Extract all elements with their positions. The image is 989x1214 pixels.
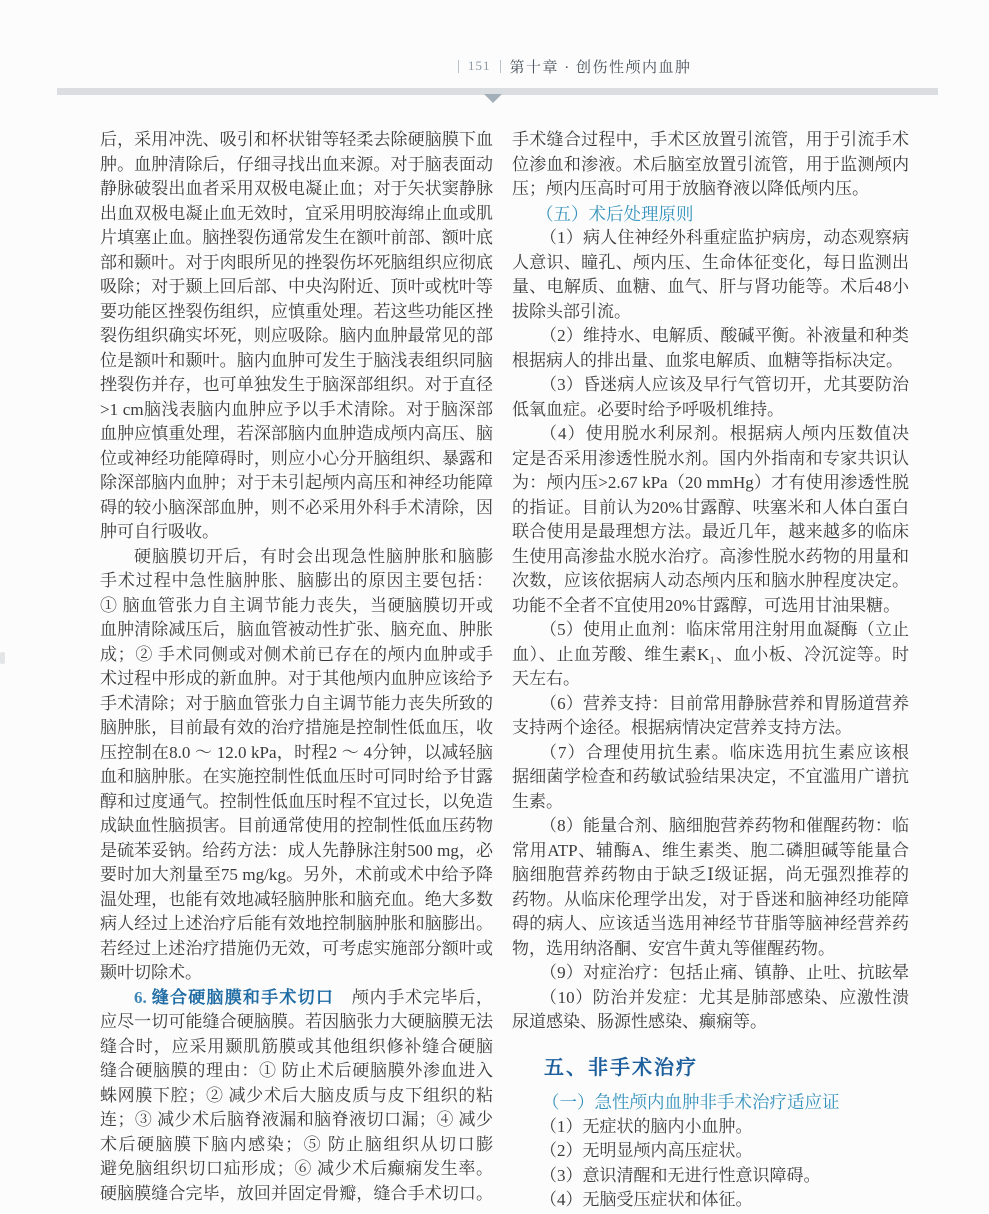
text-line: 脑细胞营养药物由于缺乏Ⅰ级证据，尚无强烈推荐的: [512, 865, 909, 884]
text-line: 根据病人的排出量、血浆电解质、血糖等指标决定。: [512, 350, 903, 370]
text-line: 碍的病人、应该适当选用神经节苷脂等脑神经营养药: [512, 914, 909, 933]
text-line: 生素。: [512, 791, 563, 811]
text-line: 为：颅内压>2.67 kPa（20 mmHg）才有使用渗透性脱: [512, 473, 909, 492]
text-line: 出血双极电凝止血无效时，宜采用明胶海绵止血或肌: [100, 203, 493, 223]
section-heading: 五、非手术治疗: [544, 1056, 698, 1079]
text-line: （2）维持水、电解质、酸碱平衡。补液量和种类: [540, 326, 909, 345]
text-line: 低氧血症。必要时给予呼吸机维持。: [512, 399, 784, 419]
text-line: 缝合硬脑膜的理由：① 防止术后硬脑膜外渗血进入: [100, 1061, 493, 1080]
text-line: （9）对症治疗：包括止痛、镇静、止吐、抗眩晕: [540, 963, 909, 982]
text-line: （2）无明显颅内高压症状。: [540, 1141, 753, 1160]
text-line: 支持两个途径。根据病情决定营养支持方法。: [512, 718, 852, 737]
text-line: 尿道感染、肠源性感染、癫痫等。: [512, 1012, 767, 1031]
section-heading: （一）急性颅内血肿非手术治疗适应证: [542, 1091, 840, 1112]
text-line: 硬脑膜切开后，有时会出现急性脑肿胀和脑膨: [134, 546, 493, 566]
text-line: 量、电解质、血糖、血气、肝与肾功能等。术后48小: [512, 277, 909, 296]
text-line: 连；③ 减少术后脑脊液漏和脑脊液切口漏；④ 减少: [100, 1110, 493, 1129]
text-column-left: [100, 128, 493, 1206]
text-line: 成缺血性脑损害。目前通常使用的控制性低血压药物: [100, 816, 493, 835]
text-line: 血和脑肿胀。在实施控制性低血压时可同时给予甘露: [100, 767, 493, 786]
text-line: 定是否采用渗透性脱水剂。国内外指南和专家共识认: [512, 448, 909, 468]
text-line: 压；颅内压高时可用于放脑脊液以降低颅内压。: [512, 179, 869, 198]
subsection-number: 6.: [134, 987, 152, 1007]
text-line: 肿。血肿清除后，仔细寻找出血来源。对于脑表面动: [100, 154, 493, 174]
text-line: 手术清除；对于脑血管张力自主调节能力丧失所致的: [100, 693, 493, 713]
text-line: （8）能量合剂、脑细胞营养药物和催醒药物：临: [540, 816, 909, 835]
text-line: （7）合理使用抗生素。临床选用抗生素应该根: [540, 742, 909, 762]
text-line: 醇和过度通气。控制性低血压时程不宜过长，以免造: [100, 791, 493, 811]
text-line: 血）、止血芳酸、维生素K₁、血小板、冷沉淀等。时: [512, 644, 909, 664]
text-line: 血肿清除减压后，脑血管被动性扩张、脑充血、肿胀: [100, 620, 493, 639]
text-line: （4）无脑受压症状和体征。: [540, 1190, 753, 1209]
text-line: 缝合时，应采用颞肌筋膜或其他组织修补缝合硬脑: [100, 1036, 493, 1056]
text-line: 物，选用纳洛酮、安宫牛黄丸等催醒药物。: [512, 938, 835, 958]
chapter-title: 第十章 · 创伤性颅内血肿: [509, 59, 692, 76]
text-line: 联合使用是最理想方法。最近几年，越来越多的临床: [512, 522, 909, 541]
page-number: 151: [468, 58, 491, 73]
text-line: 药物。从临床伦理学出发，对于昏迷和脑神经功能障: [512, 889, 909, 909]
text-line: 次数，应该依据病人动态颅内压和脑水肿程度决定。: [512, 571, 909, 590]
text-line: （3）昏迷病人应该及早行气管切开，尤其要防治: [540, 375, 909, 394]
text-line: 应尽一切可能缝合硬脑膜。若因脑张力大硬脑膜无法: [100, 1012, 493, 1031]
text-line: 吸除；对于颞上回后部、中央沟附近、顶叶或枕叶等: [100, 277, 493, 296]
text-line: 功能不全者不宜使用20%甘露醇，可选用甘油果糖。: [512, 595, 901, 615]
text-line: （1）病人住神经外科重症监护病房，动态观察病: [540, 228, 909, 247]
text-line: 拔除头部引流。: [512, 301, 631, 321]
text-line: 术过程中形成的新血肿。对于其他颅内血肿应该给予: [100, 669, 493, 688]
text-line: 碍的较小脑深部血肿，则不必采用外科手术清除，因: [100, 497, 493, 517]
page-number-divider: [500, 60, 501, 73]
text-line: 术后硬脑膜下脑内感染；⑤ 防止脑组织从切口膨: [100, 1134, 493, 1154]
text-line: 蛛网膜下腔；② 减少术后大脑皮质与皮下组织的粘: [100, 1085, 493, 1105]
text-line: ① 脑血管张力自主调节能力丧失，当硬脑膜切开或: [100, 595, 493, 615]
running-head: [458, 57, 692, 75]
text-line: （1）无症状的脑内小血肿。: [540, 1116, 753, 1136]
text-line: [100, 986, 493, 1011]
text-line: （3）意识清醒和无进行性意识障碍。: [540, 1165, 821, 1185]
text-line: 位渗血和渗液。术后脑室放置引流管，用于监测颅内: [512, 154, 909, 174]
subsection-title: 缝合硬脑膜和手术切口: [151, 987, 335, 1007]
text-column-right: [512, 128, 909, 1213]
text-line: 片填塞止血。脑挫裂伤通常发生在额叶前部、额叶底: [100, 228, 493, 247]
text-segment: 颅内手术完毕后，: [334, 987, 493, 1007]
text-line: 血肿应慎重处理，若深部脑内血肿造成颅内高压、脑: [100, 424, 493, 443]
text-line: 除深部脑内血肿；对于未引起颅内高压和神经功能障: [100, 473, 493, 492]
text-line: （6）营养支持：目前常用静脉营养和胃肠道营养: [540, 693, 909, 713]
text-line: 天左右。: [512, 669, 580, 688]
text-line: 生使用高渗盐水脱水治疗。高渗性脱水药物的用量和: [512, 546, 909, 566]
text-line: 要时加大剂量至75 mg/kg。另外，术前或术中给予降: [100, 865, 493, 884]
text-line: 挫裂伤并存，也可单独发生于脑深部组织。对于直径: [100, 375, 493, 394]
text-line: 位是额叶和颞叶。脑内血肿可发生于脑浅表组织同脑: [100, 350, 493, 370]
text-line: 人意识、瞳孔、颅内压、生命体征变化，每日监测出: [512, 252, 909, 272]
text-line: 据细菌学检查和药敏试验结果决定，不宜滥用广谱抗: [512, 767, 909, 786]
text-line: 压控制在8.0 ～ 12.0 kPa，时程2 ～ 4分钟，以减轻脑: [100, 742, 493, 762]
text-line: 手术过程中急性脑肿胀、脑膨出的原因主要包括：: [100, 571, 493, 590]
text-line: 手术缝合过程中，手术区放置引流管，用于引流手术: [512, 130, 909, 149]
text-line: 静脉破裂出血者采用双极电凝止血；对于矢状窦静脉: [100, 179, 493, 198]
text-line: 部和颞叶。对于肉眼所见的挫裂伤坏死脑组织应彻底: [100, 252, 493, 272]
text-line: 常用ATP、辅酶A、维生素类、胞二磷胆碱等能量合: [512, 840, 909, 860]
text-line: 后，采用冲洗、吸引和杯状钳等轻柔去除硬脑膜下血: [100, 130, 493, 149]
text-line: 是硫苯妥钠。给药方法：成人先静脉注射500 mg，必: [100, 840, 493, 860]
text-line: 硬脑膜缝合完毕，放回并固定骨瓣，缝合手术切口。: [100, 1183, 493, 1203]
text-line: 裂伤组织确实坏死，则应吸除。脑内血肿最常见的部: [100, 326, 493, 345]
text-line: 颞叶切除术。: [100, 963, 202, 982]
scan-edge-artifact: [0, 652, 5, 664]
page-number-divider: [458, 60, 459, 73]
text-line: 成；② 手术同侧或对侧术前已存在的颅内血肿或手: [100, 644, 493, 664]
header-rule-triangle-icon: [484, 94, 502, 103]
text-line: 肿可自行吸收。: [100, 522, 219, 541]
text-line: （4）使用脱水利尿剂。根据病人颅内压数值决: [540, 424, 909, 443]
text-line: 脑肿胀，目前最有效的治疗措施是控制性低血压，收: [100, 718, 493, 737]
section-heading: （五）术后处理原则: [536, 203, 694, 224]
text-line: （10）防治并发症：尤其是肺部感染、应激性溃: [540, 987, 909, 1007]
text-line: （5）使用止血剂：临床常用注射用血凝酶（立止: [540, 620, 909, 639]
text-line: 的指证。目前认为20%甘露醇、呋塞米和人体白蛋白: [512, 497, 909, 517]
text-line: 温处理，也能有效地减轻脑肿胀和脑充血。绝大多数: [100, 889, 493, 909]
text-line: 病人经过上述治疗后能有效地控制脑肿胀和脑膨出。: [100, 914, 493, 933]
text-line: >1 cm脑浅表脑内血肿应予以手术清除。对于脑深部: [100, 399, 493, 419]
text-line: 位或神经功能障碍时，则应小心分开脑组织、暴露和: [100, 448, 493, 468]
text-line: 若经过上述治疗措施仍无效，可考虑实施部分额叶或: [100, 938, 493, 958]
text-line: 避免脑组织切口疝形成；⑥ 减少术后癫痫发生率。: [100, 1159, 493, 1178]
text-line: 要功能区挫裂伤组织，应慎重处理。若这些功能区挫: [100, 301, 493, 321]
